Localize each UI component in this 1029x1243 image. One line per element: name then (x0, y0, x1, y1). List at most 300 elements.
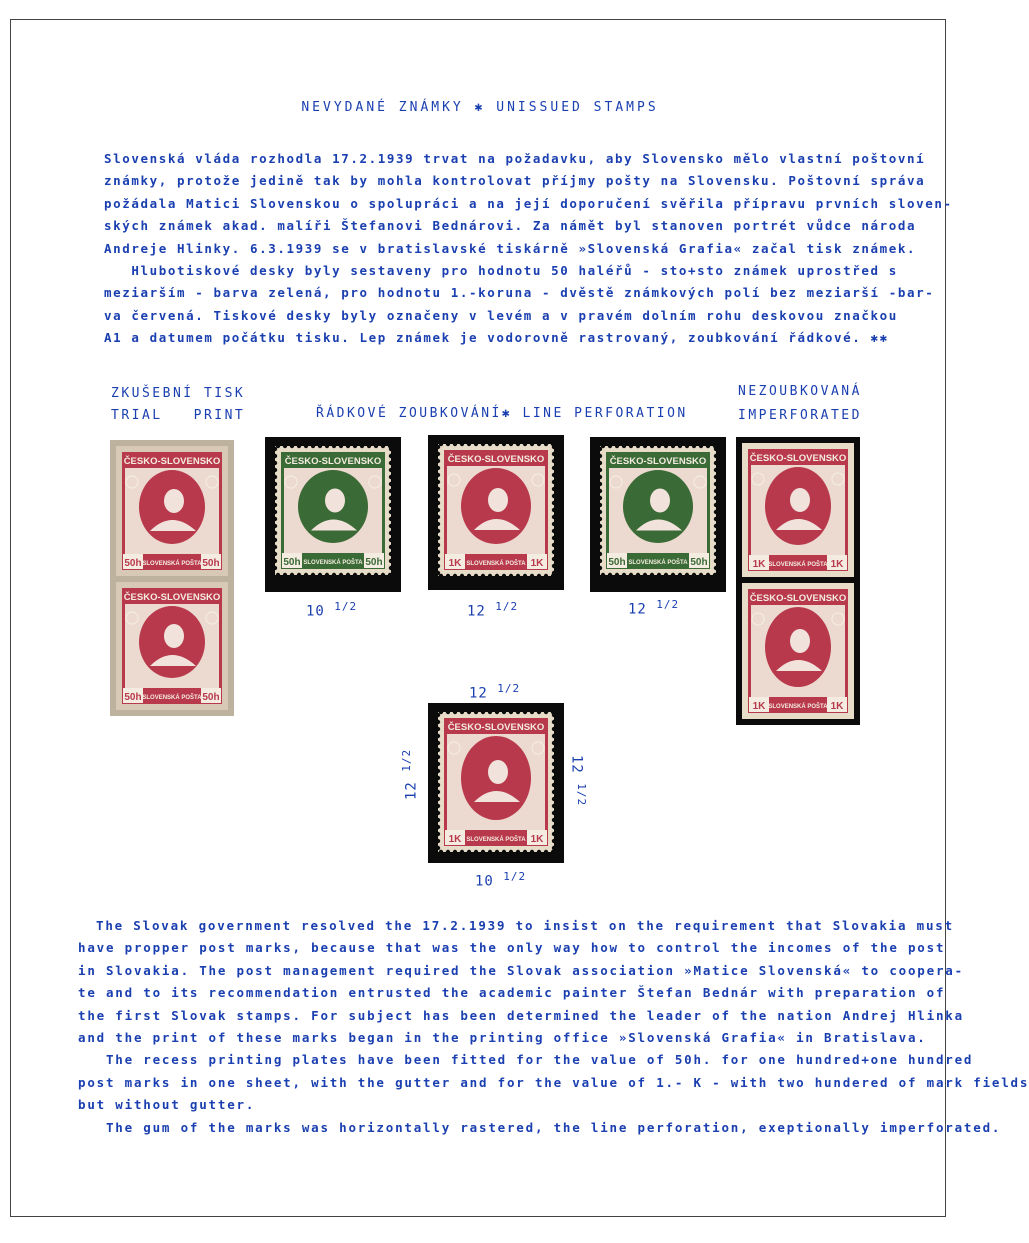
perf-hole (474, 442, 478, 446)
perf-hole (552, 762, 556, 766)
perf-hole (481, 850, 485, 854)
perf-hole (325, 573, 329, 577)
perf-hole (339, 444, 343, 448)
perf-gauge (475, 870, 526, 890)
text-line: The recess printing plates have been fitted for the value of 50h. for one hundred+one hundred (78, 1052, 974, 1068)
perf-hole (453, 442, 457, 446)
perf-hole (551, 850, 555, 854)
perf-hole (552, 564, 556, 568)
stamp-green-50h (275, 446, 391, 575)
perf-hole (598, 510, 602, 514)
perf-hole (436, 818, 440, 822)
perf-hole (664, 444, 668, 448)
perf-hole (436, 790, 440, 794)
perf-hole (699, 444, 703, 448)
perf-hole (273, 531, 277, 535)
stamp-country: ČESKO-SLOVENSKO (447, 454, 545, 465)
perf-hole (598, 552, 602, 556)
perf-hole (699, 573, 703, 577)
stamp-value: 50h (690, 557, 708, 568)
perf-hole (650, 444, 654, 448)
perf-hole (273, 545, 277, 549)
perf-hole (552, 508, 556, 512)
perf-hole (516, 574, 520, 578)
perf-hole (502, 442, 506, 446)
stamp-red-1k-bottom (438, 712, 554, 852)
perf-hole (374, 573, 378, 577)
perf-hole (481, 442, 485, 446)
perf-hole (453, 574, 457, 578)
perf-hole (598, 559, 602, 563)
perf-hole (598, 468, 602, 472)
perf-hole (598, 461, 602, 465)
perf-hole (552, 825, 556, 829)
perf-hole (714, 538, 718, 542)
perf-hole (664, 573, 668, 577)
perf-hole (436, 452, 440, 456)
perf-hole (436, 543, 440, 547)
perf-hole (436, 473, 440, 477)
perf-hole (714, 531, 718, 535)
perf-hole (636, 573, 640, 577)
perf-hole (446, 710, 450, 714)
perf-hole (290, 573, 294, 577)
perf-hole (622, 573, 626, 577)
perf-hole (488, 710, 492, 714)
perf-hole (685, 444, 689, 448)
perf-hole (502, 710, 506, 714)
perf-hole (537, 574, 541, 578)
perf-hole (436, 515, 440, 519)
stamp-post: SLOVENSKÁ POŠTA (768, 562, 828, 568)
perf-hole (436, 466, 440, 470)
perf-gauge (628, 598, 679, 618)
perf-hole (714, 454, 718, 458)
perf-hole (481, 710, 485, 714)
perf-hole (598, 447, 602, 451)
portrait-face (164, 624, 184, 648)
perf-hole (389, 510, 393, 514)
perf-hole (544, 850, 548, 854)
perf-hole (516, 442, 520, 446)
perf-hole (389, 468, 393, 472)
text-line: have propper post marks, because that was the only way how to control the incomes of the post (78, 940, 946, 956)
stamp-value: 50h (283, 557, 301, 568)
perf-hole (523, 850, 527, 854)
perf-hole (657, 573, 661, 577)
perf-hole (552, 846, 556, 850)
perf-hole (273, 517, 277, 521)
perf-hole (552, 790, 556, 794)
perf-fraction: 1/2 (575, 783, 588, 807)
perf-hole (339, 573, 343, 577)
perf-hole (643, 444, 647, 448)
portrait-face (790, 488, 810, 512)
perf-hole (552, 480, 556, 484)
perf-hole (389, 566, 393, 570)
perf-hole (706, 573, 710, 577)
perf-hole (311, 444, 315, 448)
perf-hole (481, 574, 485, 578)
perf-hole (436, 727, 440, 731)
perf-hole (389, 482, 393, 486)
perf-hole (273, 489, 277, 493)
text-line: ských známek akad. malíři Štefanovi Bednárovi. Za námět byl stanoven portrét vůdce národa (104, 218, 917, 234)
perf-hole (360, 444, 364, 448)
perf-hole (537, 442, 541, 446)
text-line: Hlubotiskové desky byly sestaveny pro hodnotu 50 haléřů - sto+sto známek uprostřed s (104, 263, 898, 279)
perf-hole (389, 461, 393, 465)
perf-hole (460, 442, 464, 446)
perf-hole (436, 783, 440, 787)
stamp-country: ČESKO-SLOVENSKO (123, 456, 221, 467)
stamp-value: 1K (530, 834, 544, 845)
text-line: in Slovakia. The post management required the Slovak association »Matice Slovenská« to coopera- (78, 962, 964, 978)
perf-hole (436, 529, 440, 533)
stamp-post: SLOVENSKÁ POŠTA (466, 561, 526, 567)
stamp-value: 50h (124, 692, 142, 703)
stamp-country: ČESKO-SLOVENSKO (284, 456, 382, 467)
czech-description (104, 148, 953, 350)
perf-hole (367, 444, 371, 448)
perf-hole (552, 832, 556, 836)
perf-hole (552, 734, 556, 738)
perf-gauge (469, 682, 520, 702)
perf-hole (346, 573, 350, 577)
perf-hole (598, 531, 602, 535)
perf-hole (436, 776, 440, 780)
perf-whole: 12 (568, 755, 585, 774)
perf-hole (332, 444, 336, 448)
perf-fraction: 1/2 (503, 870, 527, 883)
text-line: Andreje Hlinky. 6.3.1939 se v bratislavské tiskárně »Slovenská Grafia« začal tisk známek. (104, 240, 917, 256)
perf-hole (552, 494, 556, 498)
perf-hole (537, 710, 541, 714)
perf-hole (530, 850, 534, 854)
perf-hole (467, 850, 471, 854)
perf-hole (714, 566, 718, 570)
perf-gauge (400, 749, 420, 800)
perf-hole (389, 496, 393, 500)
perf-hole (436, 734, 440, 738)
perf-hole (509, 442, 513, 446)
text-line: va červená. Tiskové desky byly označeny v levém a v pravém dolním rohu deskovou značkou (104, 307, 898, 323)
perf-hole (273, 538, 277, 542)
perf-hole (598, 524, 602, 528)
perf-hole (552, 783, 556, 787)
perf-hole (495, 850, 499, 854)
perf-hole (436, 825, 440, 829)
perf-hole (671, 444, 675, 448)
perf-hole (389, 503, 393, 507)
perf-hole (530, 442, 534, 446)
perf-fraction: 1/2 (497, 682, 521, 695)
perf-hole (389, 524, 393, 528)
perf-gauge (568, 755, 588, 806)
perf-hole (516, 710, 520, 714)
perf-hole (622, 444, 626, 448)
perf-hole (389, 531, 393, 535)
perf-hole (601, 573, 605, 577)
perf-hole (389, 538, 393, 542)
perf-hole (453, 850, 457, 854)
perf-hole (460, 574, 464, 578)
perf-hole (714, 503, 718, 507)
perf-hole (436, 480, 440, 484)
perf-hole (685, 573, 689, 577)
perf-hole (304, 444, 308, 448)
perf-hole (488, 574, 492, 578)
perf-hole (552, 550, 556, 554)
perf-hole (381, 573, 385, 577)
perf-hole (714, 517, 718, 521)
stamp-imperf-bottom (742, 583, 854, 719)
perf-hole (273, 468, 277, 472)
perf-hole (436, 713, 440, 717)
perf-hole (552, 839, 556, 843)
perf-hole (436, 769, 440, 773)
perf-hole (523, 710, 527, 714)
stamp-trial-top (116, 446, 228, 576)
perf-hole (290, 444, 294, 448)
perf-hole (273, 503, 277, 507)
stamp-value: 50h (202, 692, 220, 703)
perf-hole (436, 487, 440, 491)
perf-hole (552, 452, 556, 456)
perf-hole (552, 811, 556, 815)
perf-whole: 12 (628, 601, 647, 618)
perf-hole (713, 573, 717, 577)
perf-hole (495, 442, 499, 446)
perf-hole (446, 850, 450, 854)
perf-hole (283, 573, 287, 577)
perf-fraction: 1/2 (334, 600, 358, 613)
stamp-value: 1K (448, 834, 462, 845)
perf-hole (523, 442, 527, 446)
stamp-country: ČESKO-SLOVENSKO (123, 592, 221, 603)
perf-hole (436, 550, 440, 554)
stamp-imperf-top (742, 443, 854, 577)
perf-hole (273, 524, 277, 528)
portrait-face (325, 489, 345, 513)
perf-gauge (306, 600, 357, 620)
perf-hole (552, 741, 556, 745)
perf-hole (273, 447, 277, 451)
stamp-country: ČESKO-SLOVENSKO (609, 456, 707, 467)
perf-hole (629, 444, 633, 448)
perf-hole (474, 574, 478, 578)
text-line: požádala Matici Slovenskou o spolupráci a na její doporučení svěřila přípravu prvních sloven- (104, 195, 953, 211)
perf-fraction: 1/2 (656, 598, 680, 611)
portrait-face (488, 760, 508, 784)
perf-whole: 12 (469, 685, 488, 702)
perf-hole (273, 566, 277, 570)
perf-fraction: 1/2 (495, 600, 519, 613)
perf-hole (544, 442, 548, 446)
perf-hole (552, 776, 556, 780)
perf-hole (276, 573, 280, 577)
perf-fraction: 1/2 (400, 748, 413, 772)
perf-hole (439, 850, 443, 854)
stamp-value: 1K (530, 558, 544, 569)
label-imperf-cz: NEZOUBKOVANÁ (738, 384, 862, 399)
perf-hole (446, 442, 450, 446)
perf-hole (552, 571, 556, 575)
perf-hole (467, 710, 471, 714)
perf-hole (598, 545, 602, 549)
perf-hole (389, 559, 393, 563)
perf-hole (608, 444, 612, 448)
perf-hole (552, 769, 556, 773)
english-description (78, 915, 1029, 1139)
text-line: The Slovak government resolved the 17.2.1939 to insist on the requirement that Slovakia must (96, 918, 954, 933)
perf-hole (304, 573, 308, 577)
perf-hole (552, 727, 556, 731)
perf-hole (374, 444, 378, 448)
perf-hole (552, 755, 556, 759)
label-trial-en: TRIAL PRINT (111, 408, 246, 423)
perf-hole (615, 444, 619, 448)
perf-hole (381, 444, 385, 448)
perf-hole (530, 574, 534, 578)
portrait-face (164, 489, 184, 513)
perf-hole (692, 573, 696, 577)
perf-hole (283, 444, 287, 448)
perf-hole (552, 720, 556, 724)
perf-hole (714, 447, 718, 451)
perf-hole (552, 557, 556, 561)
perf-hole (643, 573, 647, 577)
perf-hole (552, 536, 556, 540)
perf-hole (678, 573, 682, 577)
perf-hole (714, 489, 718, 493)
stamp-value: 50h (608, 557, 626, 568)
perf-hole (436, 508, 440, 512)
perf-hole (436, 564, 440, 568)
label-trial-cz: ZKUŠEBNÍ TISK (111, 386, 246, 401)
perf-hole (332, 573, 336, 577)
perf-hole (636, 444, 640, 448)
stamp-post: SLOVENSKÁ POŠTA (303, 560, 363, 566)
perf-hole (552, 466, 556, 470)
perf-whole: 12 (467, 603, 486, 620)
perf-hole (692, 444, 696, 448)
perf-hole (460, 710, 464, 714)
perf-hole (467, 442, 471, 446)
perf-hole (436, 804, 440, 808)
perf-hole (552, 543, 556, 547)
perf-hole (297, 573, 301, 577)
perf-hole (297, 444, 301, 448)
perf-hole (273, 510, 277, 514)
perf-hole (353, 444, 357, 448)
perf-hole (353, 573, 357, 577)
perf-hole (537, 850, 541, 854)
perf-hole (615, 573, 619, 577)
perf-hole (714, 552, 718, 556)
perf-hole (629, 573, 633, 577)
perf-hole (436, 571, 440, 575)
perf-hole (436, 720, 440, 724)
perf-hole (495, 710, 499, 714)
portrait-face (790, 629, 810, 653)
perf-hole (436, 755, 440, 759)
text-line: meziarším - barva zelená, pro hodnotu 1.-koruna - dvěstě známkových polí bez meziarší -bar- (104, 285, 935, 301)
perf-hole (389, 454, 393, 458)
perf-hole (552, 804, 556, 808)
perf-hole (273, 496, 277, 500)
perf-hole (460, 850, 464, 854)
perf-hole (436, 762, 440, 766)
perf-hole (678, 444, 682, 448)
perf-hole (552, 748, 556, 752)
perf-hole (714, 468, 718, 472)
perf-hole (436, 811, 440, 815)
perf-hole (706, 444, 710, 448)
stamp-country: ČESKO-SLOVENSKO (447, 722, 545, 733)
perf-hole (474, 850, 478, 854)
text-line: but without gutter. (78, 1097, 256, 1113)
perf-hole (436, 445, 440, 449)
perf-hole (650, 573, 654, 577)
perf-hole (523, 574, 527, 578)
perf-hole (598, 496, 602, 500)
text-line: and the print of these marks began in the printing office »Slovenská Grafia« in Bratislava. (78, 1030, 927, 1046)
text-line: te and to its recommendation entrusted the academic painter Štefan Bednár with preparation of (78, 985, 946, 1001)
perf-hole (552, 473, 556, 477)
perf-hole (389, 545, 393, 549)
perf-whole: 10 (306, 603, 325, 620)
stamp-value: 1K (830, 701, 844, 712)
perf-hole (273, 552, 277, 556)
label-line-perforation: ŘÁDKOVÉ ZOUBKOVÁNÍ✱ LINE PERFORATION (316, 406, 688, 421)
stamp-post: SLOVENSKÁ POŠTA (768, 704, 828, 710)
perf-hole (552, 797, 556, 801)
stamp-country: ČESKO-SLOVENSKO (749, 593, 847, 604)
page-title: NEVYDANÉ ZNÁMKY ✱ UNISSUED STAMPS (301, 100, 659, 115)
stamp-value: 1K (752, 559, 766, 570)
perf-hole (714, 510, 718, 514)
perf-hole (714, 524, 718, 528)
perf-hole (552, 459, 556, 463)
stamp-post: SLOVENSKÁ POŠTA (628, 560, 688, 566)
perf-hole (598, 454, 602, 458)
perf-hole (509, 850, 513, 854)
perf-hole (509, 574, 513, 578)
perf-hole (436, 557, 440, 561)
perf-hole (388, 573, 392, 577)
perf-hole (389, 475, 393, 479)
text-line: Slovenská vláda rozhodla 17.2.1939 trvat na požadavku, aby Slovensko mělo vlastní poštovní (104, 151, 926, 166)
text-line: známky, protože jedině tak by mohla kontrolovat příjmy pošty na Slovensku. Poštovní správa (104, 173, 926, 189)
perf-hole (530, 710, 534, 714)
perf-hole (552, 445, 556, 449)
perf-hole (389, 517, 393, 521)
stamp-trial-bottom (116, 582, 228, 710)
perf-hole (436, 741, 440, 745)
perf-hole (552, 515, 556, 519)
perf-hole (436, 501, 440, 505)
perf-hole (552, 522, 556, 526)
perf-hole (714, 461, 718, 465)
perf-whole: 12 (403, 781, 420, 800)
portrait-face (488, 488, 508, 512)
text-line: The gum of the marks was horizontally rastered, the line perforation, exeptionally imperforated. (78, 1119, 1002, 1135)
stamp-red-1k (438, 444, 554, 576)
perf-hole (389, 489, 393, 493)
perf-hole (509, 710, 513, 714)
perf-hole (273, 559, 277, 563)
